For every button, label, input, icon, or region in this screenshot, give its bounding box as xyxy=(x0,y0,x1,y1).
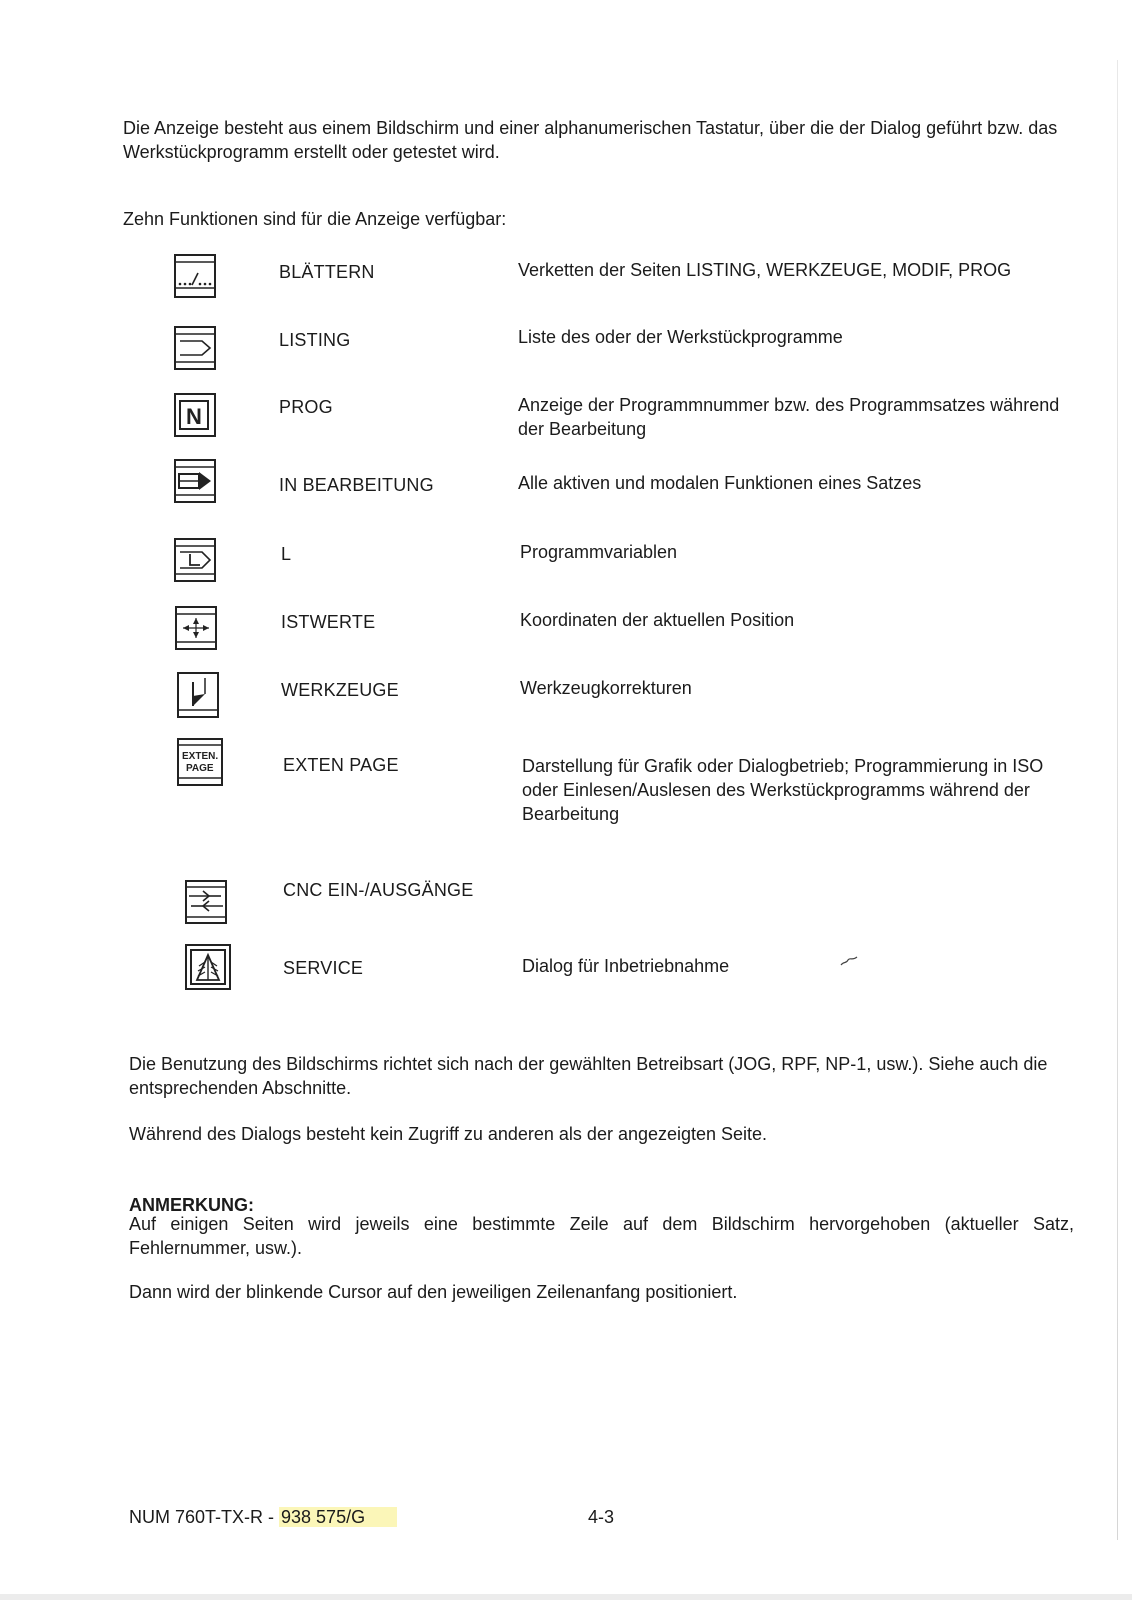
exten-key-label-1: EXTEN. xyxy=(182,751,219,762)
footer-doc-prefix: NUM 760T-TX-R - xyxy=(129,1507,280,1527)
function-row-cnc-io xyxy=(0,882,1132,942)
function-name: WERKZEUGE xyxy=(281,680,399,700)
function-name: IN BEARBEITUNG xyxy=(279,475,434,495)
listing-icon xyxy=(174,326,216,368)
io-arrows-icon xyxy=(185,880,227,922)
function-name: CNC EIN-/AUSGÄNGE xyxy=(283,880,474,900)
function-desc: Anzeige der Programmnummer bzw. des Programmsatzes während der Bearbeitung xyxy=(518,395,1060,439)
page-chain-icon xyxy=(174,254,216,296)
function-row-listing xyxy=(0,320,1132,380)
function-row-l xyxy=(0,538,1132,598)
footer-doc-number: 938 575/G xyxy=(279,1507,397,1527)
usage-paragraph: Die Benutzung des Bildschirms richtet sich nach der gewählten Betreibsart (JOG, RPF, NP-1, usw.). Siehe auch die entsprechenden Abschnitte. xyxy=(129,1054,1048,1098)
function-name: SERVICE xyxy=(283,958,364,978)
note-text: Auf einigen Seiten wird jeweils eine bestimmte Zeile auf dem Bildschirm hervorgehoben (aktueller Satz, Fehlernummer, usw.). xyxy=(129,1214,1074,1258)
scan-edge-bottom xyxy=(0,1594,1132,1600)
function-row-prog xyxy=(0,387,1132,447)
function-name: EXTEN PAGE xyxy=(283,755,399,775)
svg-text:N: N xyxy=(186,404,202,429)
function-desc: Liste des oder der Werkstückprogramme xyxy=(518,327,843,347)
note-heading: ANMERKUNG: xyxy=(129,1195,254,1215)
crosshair-icon xyxy=(175,606,217,648)
function-name: ISTWERTE xyxy=(281,612,376,632)
function-row-blaettern xyxy=(0,250,1132,310)
function-desc: Programmvariablen xyxy=(520,542,678,562)
exten-page-icon xyxy=(177,738,219,780)
in-progress-icon xyxy=(174,459,216,501)
function-row-exten-page xyxy=(0,740,1132,824)
exten-key-label-2: PAGE xyxy=(186,763,214,774)
function-name: LISTING xyxy=(279,330,351,350)
function-row-istwerte xyxy=(0,606,1132,666)
intro-paragraph: Die Anzeige besteht aus einem Bildschirm und einer alphanumerischen Tastatur, über die der Dialog geführt bzw. das Werkstückprogramm erstellt oder getestet wird. xyxy=(123,118,1058,162)
function-desc: Dialog für Inbetriebnahme xyxy=(522,956,730,976)
footer-document-id xyxy=(129,1505,397,1529)
dialog-paragraph: Während des Dialogs besteht kein Zugriff zu anderen als der angezeigten Seite. xyxy=(129,1124,768,1144)
function-name: L xyxy=(281,544,292,564)
function-desc: Koordinaten der aktuellen Position xyxy=(520,610,795,630)
function-desc: Alle aktiven und modalen Funktionen eines Satzes xyxy=(518,473,922,493)
function-row-in-bearbeitung xyxy=(0,457,1132,517)
function-row-werkzeuge xyxy=(0,674,1132,734)
n-key-icon xyxy=(174,393,216,435)
function-desc: Verketten der Seiten LISTING, WERKZEUGE, MODIF, PROG xyxy=(518,260,1012,280)
function-name: PROG xyxy=(279,397,333,417)
scan-edge xyxy=(1117,60,1118,1540)
service-book-icon xyxy=(185,944,227,986)
tool-icon xyxy=(177,672,219,714)
function-desc: Werkzeugkorrekturen xyxy=(520,678,692,698)
functions-intro: Zehn Funktionen sind für die Anzeige verfügbar: xyxy=(123,209,507,229)
page-number: 4-3 xyxy=(588,1507,615,1527)
variables-icon xyxy=(174,538,216,580)
pen-mark xyxy=(840,955,858,967)
cursor-paragraph: Dann wird der blinkende Cursor auf den jeweiligen Zeilenanfang positioniert. xyxy=(129,1282,738,1302)
function-desc: Darstellung für Grafik oder Dialogbetrieb; Programmierung in ISO oder Einlesen/Auslesen des Werkstückprogramms während der Bearbeitung xyxy=(522,756,1044,824)
function-name: BLÄTTERN xyxy=(279,262,375,282)
function-row-service xyxy=(0,946,1132,1006)
